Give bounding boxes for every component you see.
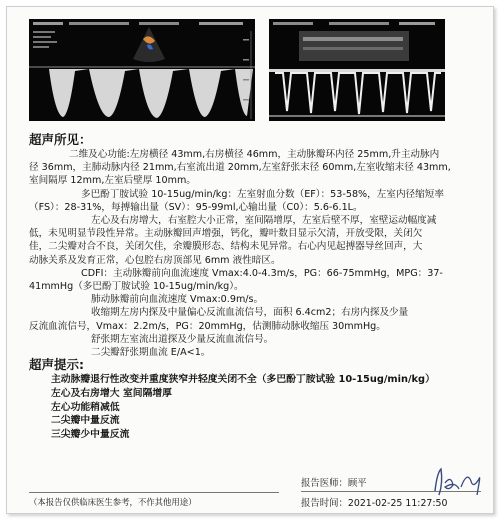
- time-label: 报告时间：: [301, 498, 348, 509]
- mmode-waveform-image: [269, 19, 445, 121]
- finding-line: （FS）：28-31%，每搏输出量（SV）：95-99ml,心输出量（C0）：5.6-6.1L。: [29, 201, 363, 213]
- doppler-waveform-graphic: [29, 19, 255, 121]
- findings-heading: 超声所见：: [29, 132, 92, 147]
- finding-line: 低，未见明显节段性异常。主动脉瓣回声增强，钙化，瓣叶数目显示欠清，开放受限，关闭欠: [29, 228, 423, 240]
- findings-body: [29, 148, 481, 359]
- finding-line: 收缩期左房内探及中量偏心反流血流信号，面积 6.4cm2；右房内探及少量: [91, 307, 409, 319]
- finding-line: CDFI：主动脉瓣前向血流速度 Vmax:4.0-4.3m/s，PG：66-75mmHg，MPG：37-: [81, 267, 443, 279]
- mmode-waveform-graphic: [269, 19, 445, 121]
- finding-line: 径 36mm，主肺动脉内径 21mm,右室流出道 20mm,左室舒张末径 60mm,左室收缩末径 43mm,: [29, 162, 451, 174]
- impression-item: 三尖瓣少中量反流: [51, 429, 130, 441]
- doppler-waveform-image: [29, 19, 255, 121]
- time-value: 2021-02-25 11:27:50: [347, 498, 448, 509]
- impressions-list: [51, 373, 471, 442]
- handwritten-signature: [429, 461, 487, 501]
- impression-item: 主动脉瓣退行性改变并重度狭窄并轻度关闭不全（多巴酚丁胺试验 10-15ug/min/kg）: [51, 374, 435, 385]
- finding-line: 反流血流信号，Vmax：2.2m/s，PG：20mmHg，估测肺动脉收缩压 30mmHg。: [29, 320, 386, 332]
- finding-line: 左心及右房增大，右室腔大小正常，室间隔增厚，左室后壁不厚，室壁运动幅度减: [91, 215, 437, 227]
- doctor-label: 报告医师：: [301, 478, 348, 489]
- doctor-line: [301, 475, 367, 489]
- time-line: [301, 495, 447, 509]
- finding-line: 多巴酚丁胺试验 10-15ug/min/kg：左室射血分数（EF）：53-58%，左室内径缩短率: [81, 188, 444, 200]
- impression-item: 左心功能稍减低: [51, 401, 120, 413]
- impressions-heading: 超声提示:: [29, 357, 84, 372]
- signature-block: [301, 475, 491, 513]
- finding-line: 二维及心功能:左房横径 43mm,右房横径 46mm，主动脉瓣环内径 25mm,升主动脉内: [69, 149, 440, 160]
- finding-line: 二尖瓣舒张期血流 E/A<1。: [91, 347, 211, 359]
- impression-item: 左心及右房增大 室间隔增厚: [51, 387, 172, 399]
- finding-line: 佳，二尖瓣对合不良，关闭欠佳，余瓣膜形态、结构未见异常。右心内见起搏器导丝回声，大: [29, 241, 423, 253]
- impression-item: 二尖瓣中量反流: [51, 415, 120, 427]
- footer-disclaimer: （本报告仅供临床医生参考，不作其他用途）: [29, 497, 197, 507]
- finding-line: 41mmHg（多巴酚丁胺试验 10-15ug/min/kg）。: [29, 281, 244, 293]
- finding-line: 室间隔厚 12mm,左室后壁厚 10mm。: [29, 175, 196, 187]
- finding-line: 动脉关系及发育正常，心包腔右房顶部见 6mm 液性暗区。: [29, 254, 281, 266]
- report-paper: [6, 6, 494, 514]
- finding-line: 舒张期左室流出道探及少量反流血流信号。: [91, 333, 274, 345]
- finding-line: 肺动脉瓣前向血流速度 Vmax:0.9m/s。: [91, 294, 264, 306]
- footer-divider: [29, 492, 279, 493]
- doctor-name: 顾平: [347, 478, 367, 489]
